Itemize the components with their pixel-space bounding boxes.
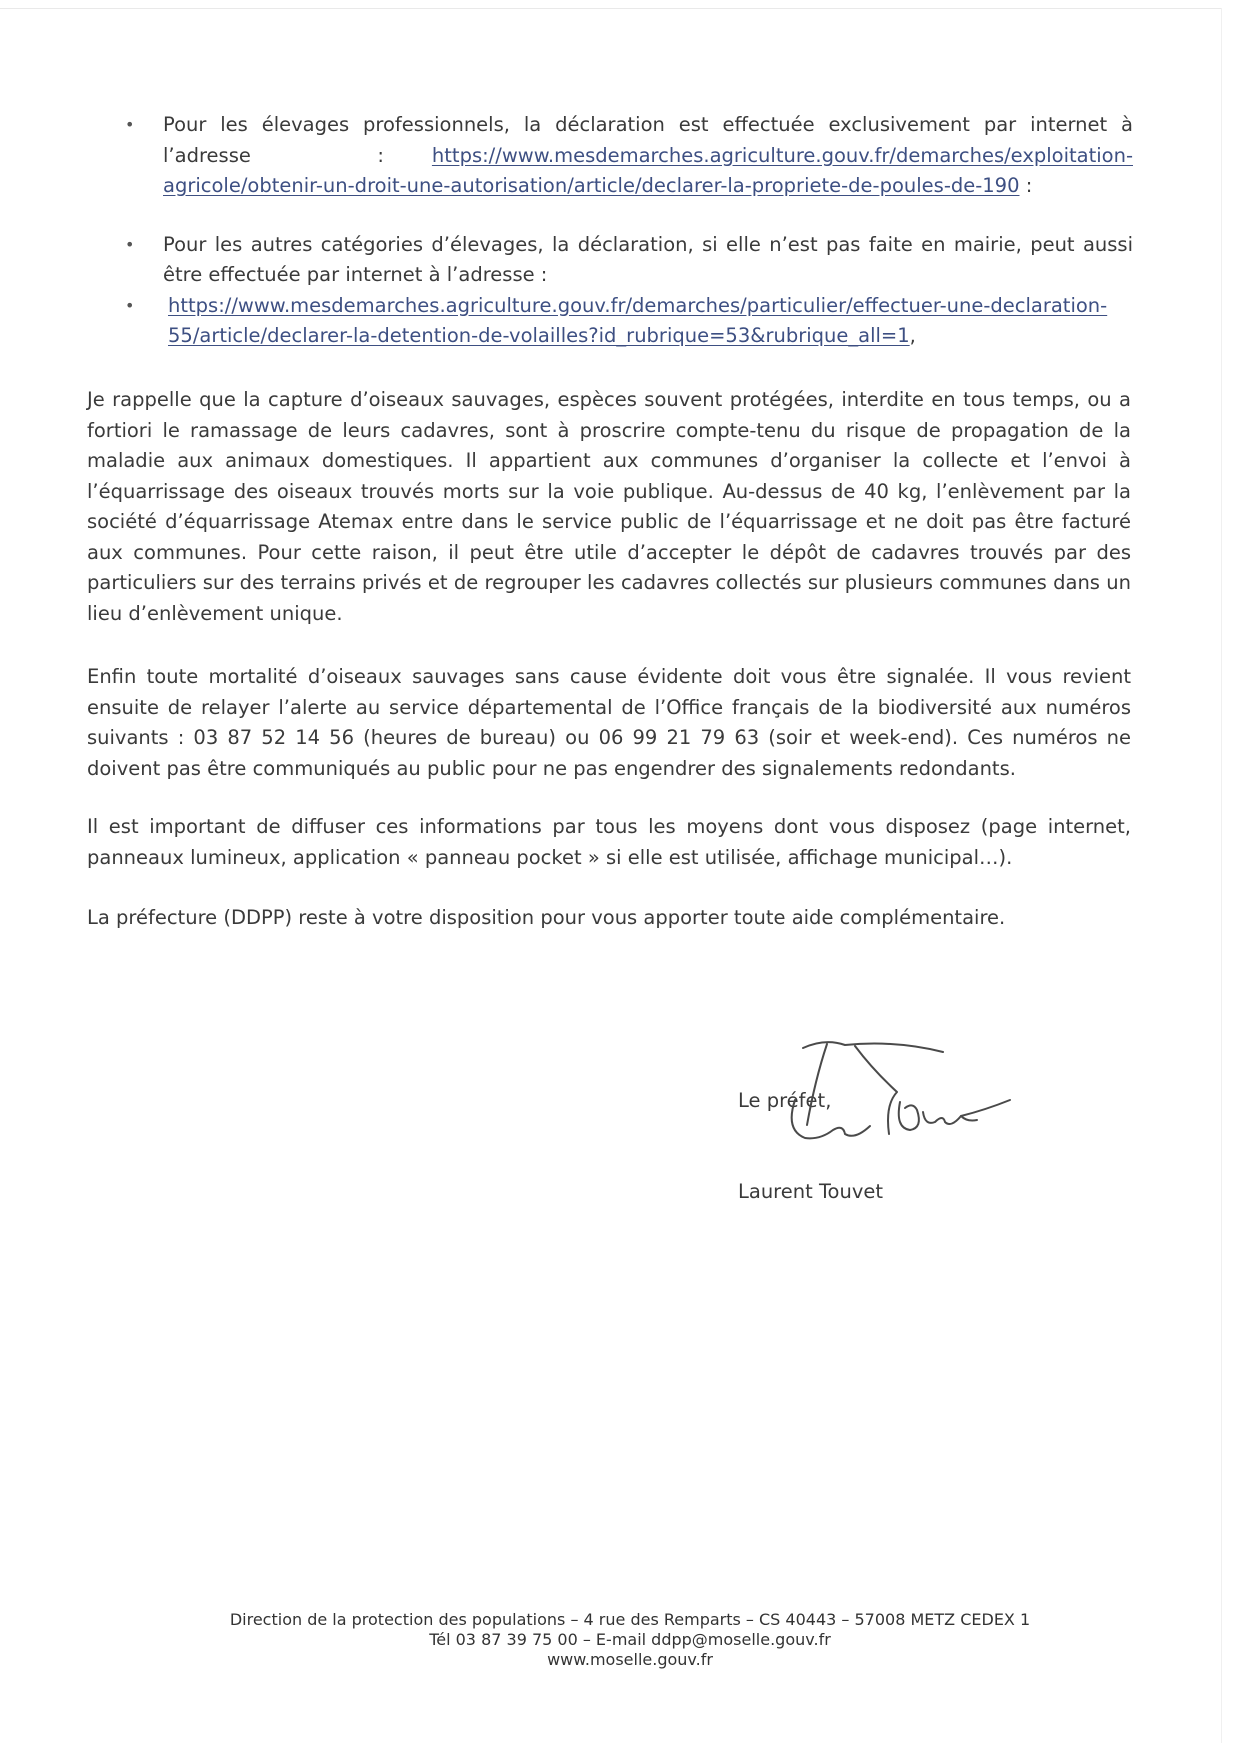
signatory-name: Laurent Touvet [738,1180,884,1203]
page-footer [0,1610,1240,1670]
list-item-text: Pour les élevages professionnels, la déclaration est effectuée exclusivement par internet à l’adresse : [163,113,1133,167]
list-item-suffix: , [909,324,916,347]
signatory-title: Le préfet, [738,1089,832,1112]
list-item-suffix: : [1019,174,1033,197]
professional-declaration-link[interactable]: https://www.mesdemarches.agriculture.gouv.fr/demarches/exploitation-agricole/obtenir-un-droit-une-autorisation/article/declarer-la-propriete-de-poules-de-190 [163,143,1133,197]
bullet-icon: • [125,115,135,134]
paragraph-mortality-alert: Enfin toute mortalité d’oiseaux sauvages sans cause évidente doit vous être signalée. Il vous revient ensuite de relayer l’alerte au service départemental de l’Office français de la biodiversité aux numéros suivants : 03 87 52 14 56 (heures de bureau) ou 06 99 21 79 63 (soir et week-end). Ces numéros ne doivent pas être communiqués au public pour ne pas engendrer des signalements redondants. [87,665,1131,780]
other-declaration-link[interactable]: https://www.mesdemarches.agriculture.gouv.fr/demarches/particulier/effectuer-une-declaration-55/article/declarer-la-detention-de-volailles?id_rubrique=53&rubrique_all=1 [168,293,1108,347]
bullet-icon: • [125,234,135,254]
paragraph-wild-birds: Je rappelle que la capture d’oiseaux sauvages, espèces souvent protégées, interdite en tous temps, ou a fortiori le ramassage de leurs cadavres, sont à proscrire compte-tenu du risque de propagation de la maladie aux animaux domestiques. Il appartient aux communes d’organiser la collecte et l’envoi à l’équarrissage des oiseaux trouvés morts sur la voie publique. Au-dessus de 40 kg, l’enlèvement par la société d’équarrissage Atemax entre dans le service public de l’équarrissage et ne doit pas être facturé aux communes. Pour cette raison, il peut être utile d’accepter le dépôt de cadavres trouvés par des particuliers sur des terrains privés et de regrouper les cadavres collectés sur plusieurs communes dans un lieu d’enlèvement unique. [87,388,1131,625]
page-edge-top [0,8,1222,9]
footer-website: www.moselle.gouv.fr [547,1650,713,1669]
list-item [125,110,1133,202]
list-item-text: Pour les autres catégories d’élevages, la déclaration, si elle n’est pas faite en mairie, peut aussi être effectuée par internet à l’adresse : [163,232,1133,286]
declaration-list [125,110,1133,352]
bullet-icon: • [125,295,135,315]
list-item [125,230,1133,291]
handwritten-signature [785,1030,1015,1160]
list-item [125,291,1133,352]
paragraph-assistance: La préfecture (DDPP) reste à votre disposition pour vous apporter toute aide complémentaire. [87,906,1006,929]
footer-contact: Tél 03 87 39 75 00 – E-mail ddpp@moselle.gouv.fr [429,1630,831,1649]
footer-address: Direction de la protection des populations – 4 rue des Remparts – CS 40443 – 57008 METZ CEDEX 1 [229,1610,1031,1629]
paragraph-diffusion: Il est important de diffuser ces informations par tous les moyens dont vous disposez (page internet, panneaux lumineux, application « panneau pocket » si elle est utilisée, affichage municipal…). [87,815,1131,869]
page-edge-right [1221,8,1222,1743]
